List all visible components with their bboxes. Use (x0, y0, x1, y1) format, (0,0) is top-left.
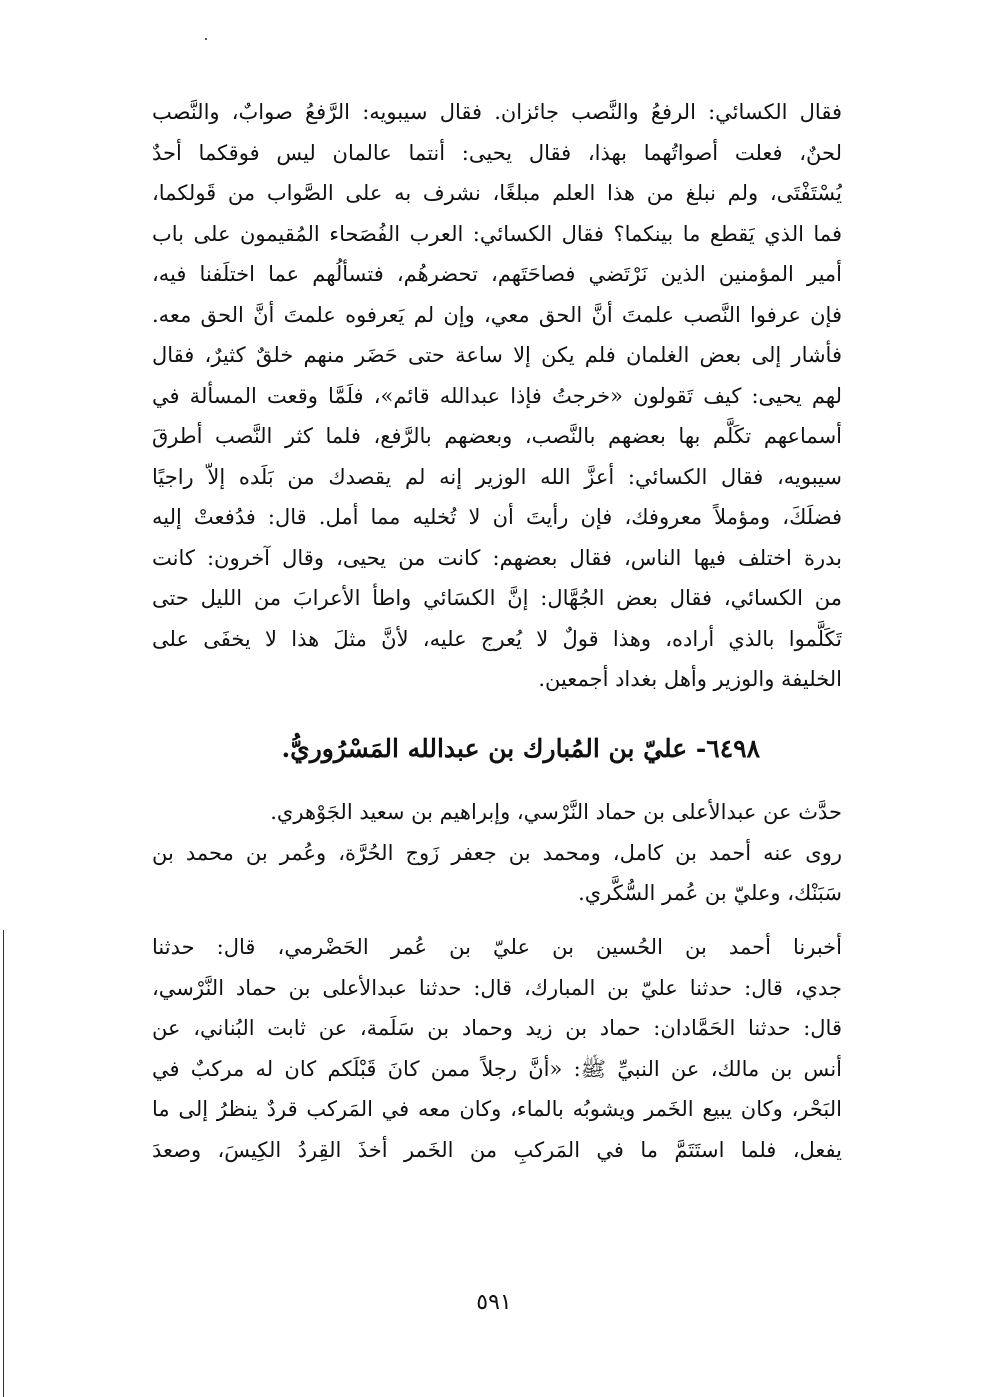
text-line: أسماعهم تكَلَّم بها بعضهم بالنَّصب، وبعضهم بالرَّفع، فلما كثر النَّصب أطرقَ (152, 424, 842, 448)
text-line: سَبَنْك، وعليّ بن عُمر السُّكَّري. (578, 881, 842, 905)
text-line: لهم يحيى: كيف تَقولون «خرجتُ فإذا عبدالله قائم»، فلَمَّا وقعت المسألة في (152, 383, 842, 408)
text-line: البَحْر، وكان يبيع الخَمر ويشوبُه بالماء، وكان معه في المَركب قردٌ ينظرُ إلى ما (152, 1097, 842, 1121)
text-line: قال: حدثنا الحَمَّادان: حماد بن زيد وحماد بن سَلَمة، عن ثابت البُناني، عن (152, 1016, 842, 1040)
scan-speck (205, 38, 207, 40)
scan-edge-line (3, 930, 4, 1397)
text-line: يفعل، فلما استَتَمَّ ما في المَركبِ من الخَمر أخذَ القِردُ الكِيسَ، وصعدَ (152, 1137, 842, 1162)
paragraph-hadith (152, 927, 842, 1170)
text-line: فضلَكَ، ومؤملاً معروفك، فإن رأيتَ أن لا تُخليه مما أمل. قال: فدُفعتْ إليه (152, 505, 842, 529)
text-line: يُسْتَفْتَى، ولم نبلغ من هذا العلم مبلغًا، نشرف به على الصَّواب من قَولكما، (152, 181, 842, 205)
text-line: أخبرنا أحمد بن الحُسين بن عليّ بن عُمر الحَضْرمي، قال: حدثنا (152, 935, 842, 959)
text-line: فقال الكسائي: الرفعُ والنَّصب جائزان. فقال سيبويه: الرَّفعُ صوابٌ، والنَّصب (152, 100, 842, 124)
text-line: فما الذي يَقطع ما بينكما؟ فقال الكسائي: العرب الفُصَحاء المُقيمون على باب (152, 221, 842, 246)
text-line: حدَّث عن عبدالأعلى بن حماد النَّرْسي، وإبراهيم بن سعيد الجَوْهري. (270, 800, 842, 824)
text-line: بدرة اختلف فيها الناس، فقال بعضهم: كانت من يحيى، وقال آخرون: كانت (152, 545, 842, 570)
entry-heading: ٦٤٩٨- عليّ بن المُبارك بن عبدالله المَسْرُوريُّ. (281, 734, 760, 763)
text-line: تَكَلَّموا بالذي أراده، وهذا قولٌ لا يُعرج عليه، لأنَّ مثلَ هذا لا يخفَى على (152, 626, 842, 651)
text-line: روى عنه أحمد بن كامل، ومحمد بن جعفر زَوج الحُرَّة، وعُمر بن محمد بن (152, 840, 842, 865)
paragraph-top (152, 92, 842, 700)
text-line: سيبويه، فقال الكسائي: أعزَّ الله الوزير إنه لم يقصدك من بَلَده إلاّ راجيًا (152, 464, 842, 489)
text-line: من الكسائي، فقال بعض الجُهَّال: إنَّ الكسَائي واطأ الأعرابَ من الليل حتى (152, 586, 842, 610)
paragraph-narrators (152, 792, 842, 914)
text-line: لحنٌ، فعلت أصواتُهما بهذا، فقال يحيى: أنتما عالمان ليس فوقكما أحدٌ (152, 140, 842, 165)
text-line: أمير المؤمنين الذين نَرْتَضي فصاحَتَهم، تحضرهُم، فتسألُهم عما اختلَفنا فيه، (152, 262, 842, 286)
text-line: الخليفة والوزير وأهل بغداد أجمعين. (538, 667, 842, 691)
text-line: فأشار إلى بعض الغلمان فلم يكن إلا ساعة حتى حَضَر منهم خلقٌ كثيرٌ، فقال (152, 343, 842, 367)
text-line: جدي، قال: حدثنا عليّ بن المبارك، قال: حدثنا عبدالأعلى بن حماد النَّرْسي، (152, 975, 842, 1000)
text-line: أنس بن مالك، عن النبيِّ ﷺ: «أنَّ رجلاً ممن كانَ قَبْلَكم كان له مركبٌ في (152, 1056, 842, 1081)
text-line: فإن عرفوا النَّصب علمتَ أنَّ الحق معي، وإن لم يَعرفوه علمتَ أنَّ الحق معه. (152, 302, 842, 327)
page-number: ٥٩١ (476, 1290, 512, 1315)
